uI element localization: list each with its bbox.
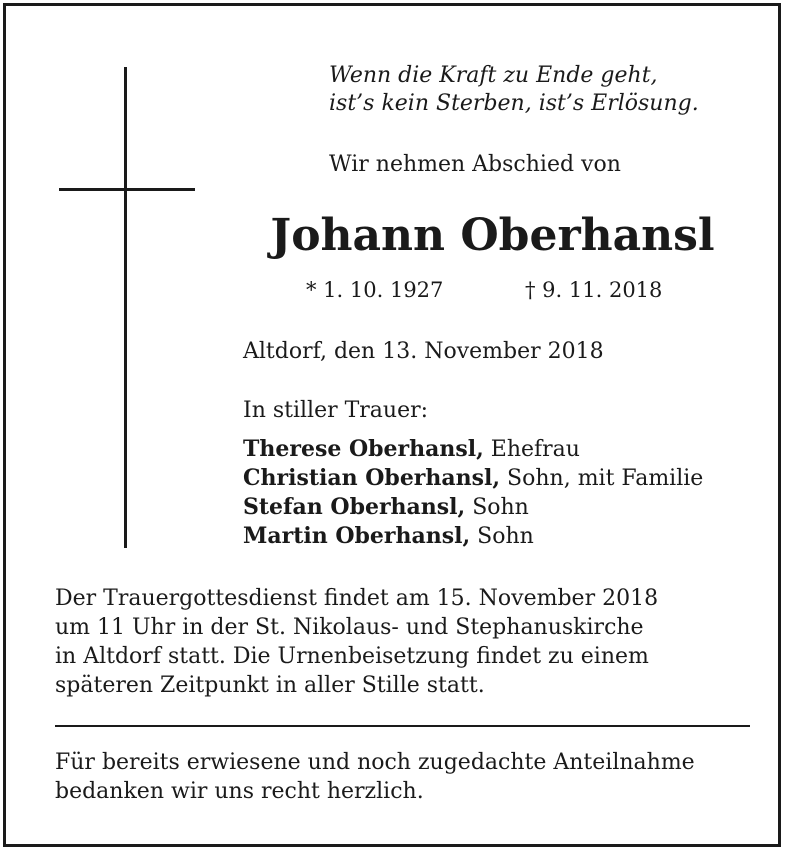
mourner-name: Martin Oberhansl, — [243, 523, 471, 549]
mourner-relation: Sohn — [470, 524, 534, 549]
obituary-frame — [3, 3, 781, 847]
mourner-name: Christian Oberhansl, — [243, 465, 501, 491]
mourner-item — [243, 435, 703, 464]
service-line-1: Der Trauergottesdienst findet am 15. November 2018 — [55, 586, 659, 611]
service-line-3: in Altdorf statt. Die Urnenbeisetzung findet zu einem — [55, 644, 649, 669]
verse-line-1: Wenn die Kraft zu Ende geht, — [329, 63, 658, 88]
mourner-item — [243, 464, 703, 493]
mourner-name: Stefan Oberhansl, — [243, 494, 466, 520]
deceased-name-row — [6, 208, 784, 264]
service-announcement — [55, 584, 658, 700]
mourner-relation: Sohn, mit Familie — [500, 466, 704, 491]
deceased-name: Johann Oberhansl — [270, 210, 715, 261]
farewell-intro: Wir nehmen Abschied von — [329, 152, 621, 177]
mourners-label: In stiller Trauer: — [243, 398, 429, 423]
thanks-note — [55, 748, 695, 806]
cross-icon-bar — [59, 188, 195, 191]
mourner-item — [243, 493, 703, 522]
mourners-list — [243, 435, 703, 551]
divider — [55, 725, 750, 727]
mourner-relation: Sohn — [465, 495, 529, 520]
mourner-name: Therese Oberhansl, — [243, 436, 484, 462]
thanks-line-2: bedanken wir uns recht herzlich. — [55, 779, 424, 804]
thanks-line-1: Für bereits erwiesene und noch zugedachte Anteilnahme — [55, 750, 695, 775]
verse-line-2: ist’s kein Sterben, ist’s Erlösung. — [329, 91, 699, 116]
death-date: † 9. 11. 2018 — [525, 278, 663, 302]
mourner-item — [243, 522, 703, 551]
service-line-4: späteren Zeitpunkt in aller Stille statt. — [55, 673, 485, 698]
service-line-2: um 11 Uhr in der St. Nikolaus- und Stephanuskirche — [55, 615, 644, 640]
memorial-verse — [329, 62, 699, 118]
place-and-date: Altdorf, den 13. November 2018 — [243, 339, 604, 364]
cross-icon — [124, 67, 127, 548]
mourner-relation: Ehefrau — [483, 437, 580, 462]
birth-date: * 1. 10. 1927 — [306, 278, 444, 302]
